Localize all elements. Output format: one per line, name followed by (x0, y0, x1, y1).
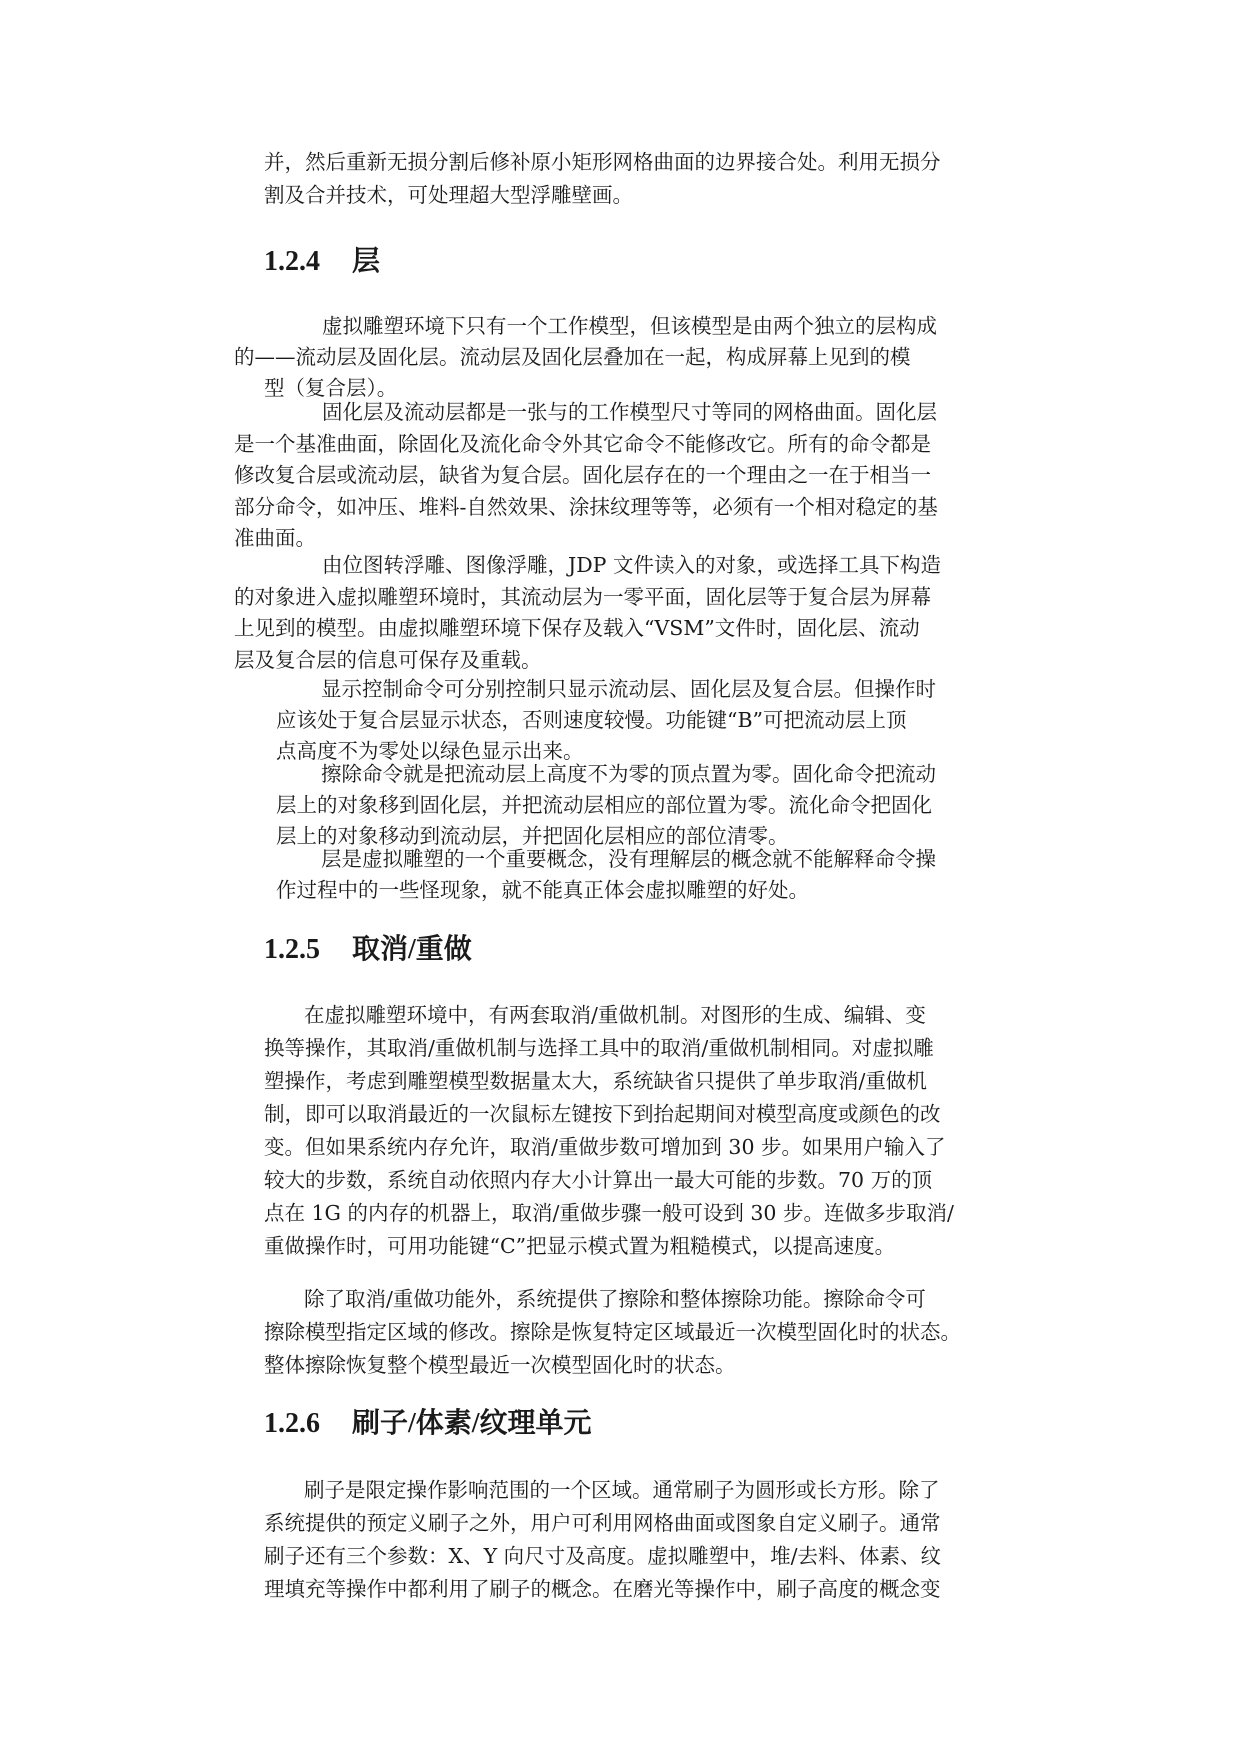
text-line: 固化层及流动层都是一张与的工作模型尺寸等同的网格曲面。固化层 (322, 400, 937, 424)
text-line: 由位图转浮雕、图像浮雕，JDP 文件读入的对象，或选择工具下构造 (322, 553, 941, 577)
text-line: 上见到的模型。由虚拟雕塑环境下保存及载入“VSM”文件时，固化层、流动 (234, 616, 920, 640)
paragraph (264, 1283, 961, 1382)
text-line: 层是虚拟雕塑的一个重要概念，没有理解层的概念就不能解释命令操 (321, 847, 936, 871)
text-line: 的对象进入虚拟雕塑环境时，其流动层为一零平面，固化层等于复合层为屏幕 (234, 584, 931, 609)
text-line: 点高度不为零处以绿色显示出来。 (276, 739, 584, 763)
text-line: 型（复合层）。 (264, 376, 398, 400)
text-line: 是一个基准曲面，除固化及流化命令外其它命令不能修改它。所有的命令都是 (234, 431, 931, 456)
section-number: 1.2.4 (264, 246, 320, 277)
paragraph (234, 550, 941, 676)
text-line: 点在 1G 的内存的机器上，取消/重做步骤一般可设到 30 步。连做多步取消/ (264, 1201, 954, 1225)
text-line: 准曲面。 (234, 526, 316, 550)
section-title: 刷子/体素/纹理单元 (352, 1408, 592, 1439)
section-title: 层 (352, 246, 381, 277)
text-line: 刷子还有三个参数：X、Y 向尺寸及高度。虚拟雕塑中，堆/去料、体素、纹 (264, 1544, 942, 1568)
text-line: 重做操作时，可用功能键“C”把显示模式置为粗糙模式，以提高速度。 (264, 1234, 896, 1258)
text-line: 层及复合层的信息可保存及重载。 (234, 647, 542, 672)
text-line: 虚拟雕塑环境下只有一个工作模型，但该模型是由两个独立的层构成 (322, 314, 937, 338)
text-line: 系统提供的预定义刷子之外，用户可利用网格曲面或图象自定义刷子。通常 (264, 1511, 941, 1535)
text-line: 刷子是限定操作影响范围的一个区域。通常刷子为圆形或长方形。除了 (304, 1478, 940, 1502)
paragraph (276, 844, 936, 906)
text-line: 层上的对象移动到流动层，并把固化层相应的部位清零。 (276, 824, 789, 848)
text-line: 并，然后重新无损分割后修补原小矩形网格曲面的边界接合处。利用无损分 (264, 150, 941, 174)
text-line: 部分命令，如冲压、堆料-自然效果、涂抹纹理等等，必须有一个相对稳定的基 (234, 494, 938, 519)
section-number: 1.2.6 (264, 1408, 320, 1439)
text-line: 换等操作，其取消/重做机制与选择工具中的取消/重做机制相同。对虚拟雕 (264, 1036, 934, 1060)
text-line: 擦除模型指定区域的修改。擦除是恢复特定区域最近一次模型固化时的状态。 (264, 1320, 961, 1344)
text-line: 整体擦除恢复整个模型最近一次模型固化时的状态。 (264, 1353, 736, 1377)
paragraph (276, 674, 936, 767)
section-heading-1-2-6 (264, 1406, 592, 1442)
text-line: 较大的步数，系统自动依照内存大小计算出一最大可能的步数。70 万的顶 (264, 1168, 933, 1192)
text-line: 除了取消/重做功能外，系统提供了擦除和整体擦除功能。擦除命令可 (304, 1287, 926, 1311)
text-line: 层上的对象移到固化层，并把流动层相应的部位置为零。流化命令把固化 (276, 793, 932, 817)
text-line: 的——流动层及固化层。流动层及固化层叠加在一起，构成屏幕上见到的模 (234, 345, 911, 369)
paragraph (264, 1474, 941, 1606)
paragraph (234, 397, 938, 555)
intro-paragraph (264, 146, 941, 212)
section-title: 取消/重做 (352, 934, 472, 965)
paragraph (264, 999, 954, 1263)
text-line: 作过程中的一些怪现象，就不能真正体会虚拟雕塑的好处。 (276, 878, 809, 902)
text-line: 在虚拟雕塑环境中，有两套取消/重做机制。对图形的生成、编辑、变 (304, 1003, 926, 1027)
section-heading-1-2-4 (264, 244, 380, 280)
text-line: 修改复合层或流动层，缺省为复合层。固化层存在的一个理由之一在于相当一 (234, 463, 931, 487)
text-line: 显示控制命令可分别控制只显示流动层、固化层及复合层。但操作时 (321, 677, 936, 701)
text-line: 应该处于复合层显示状态，否则速度较慢。功能键“B”可把流动层上顶 (276, 708, 907, 732)
section-number: 1.2.5 (264, 934, 320, 965)
text-line: 塑操作，考虑到雕塑模型数据量太大，系统缺省只提供了单步取消/重做机 (264, 1069, 927, 1093)
text-line: 制，即可以取消最近的一次鼠标左键按下到抬起期间对模型高度或颜色的改 (264, 1102, 941, 1126)
paragraph (276, 759, 936, 852)
paragraph (234, 311, 937, 404)
section-heading-1-2-5 (264, 932, 472, 968)
text-line: 割及合并技术，可处理超大型浮雕壁画。 (264, 183, 633, 207)
text-line: 变。但如果系统内存允许，取消/重做步数可增加到 30 步。如果用户输入了 (264, 1135, 946, 1159)
text-line: 理填充等操作中都利用了刷子的概念。在磨光等操作中，刷子高度的概念变 (264, 1577, 941, 1601)
text-line: 擦除命令就是把流动层上高度不为零的顶点置为零。固化命令把流动 (321, 762, 936, 786)
